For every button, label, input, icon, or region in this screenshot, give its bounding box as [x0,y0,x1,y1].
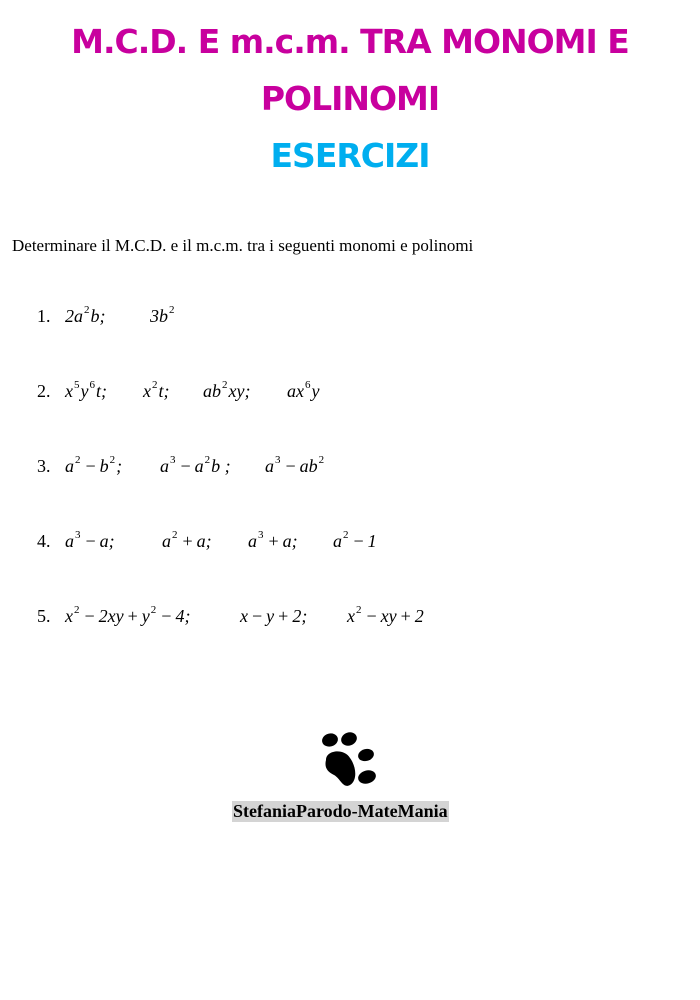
operator: − [366,606,377,626]
exercise-number: 2. [37,381,51,401]
expression-part: x [65,381,73,401]
exponent: 2 [356,604,362,616]
expression-part: 4; [175,606,191,626]
expression-part: a [265,456,274,476]
operator: − [85,456,96,476]
operator: + [400,606,411,626]
operator: − [85,531,96,551]
expression [160,456,231,477]
expression-part: a; [196,531,212,551]
exponent: 2 [109,454,116,466]
exponent: 2 [172,529,178,541]
expression-part: ab [203,381,221,401]
exercise-item [0,456,700,486]
expression [265,456,325,477]
title-line-1: M.C.D. E m.c.m. TRA MONOMI E [71,22,629,61]
exercise-item [0,531,700,561]
expression-part: ab [299,456,318,476]
expression-part: a [194,456,204,476]
expression-part: a [248,531,257,551]
expression [162,531,212,552]
exponent: 2 [169,304,175,316]
exponent: 2 [75,454,81,466]
exponent: 5 [74,379,80,391]
expression-part: 1 [367,531,377,551]
expression [65,306,106,327]
expression [65,606,190,627]
operator: + [127,606,138,626]
expression-part: b; [90,306,106,326]
expression-part: 2; [292,606,308,626]
expression-part: xy [380,606,397,626]
exponent: 6 [305,379,311,391]
expression-part: 2 [414,606,424,626]
expression-part: x [143,381,151,401]
expression [347,606,424,627]
expression [287,381,320,402]
exercise-item [0,306,700,336]
expression-part: a [160,456,169,476]
operator: − [161,606,172,626]
exponent: 3 [275,454,281,466]
operator: + [278,606,289,626]
expression-part: 3b [150,306,168,326]
instructions: Determinare il M.C.D. e il m.c.m. tra i seguenti monomi e polinomi [12,236,474,255]
operator: + [182,531,193,551]
operator: − [252,606,263,626]
expression-part: 2a [65,306,83,326]
expression-part: t; [158,381,170,401]
expression-part: x [65,606,73,626]
expression [143,381,170,402]
expression [240,606,307,627]
author-credit: StefaniaParodo-MateMania [233,801,448,821]
exponent: 2 [150,604,157,616]
expression-part: b [99,456,109,476]
expression [248,531,298,552]
expression-part: x [240,606,248,626]
exercise-number: 3. [37,456,51,476]
expression-part: xy; [228,381,251,401]
exponent: 2 [84,304,90,316]
expression-part: t; [96,381,107,401]
expression-part: y [80,381,89,401]
expression-part: x [347,606,355,626]
expression-part: a [162,531,171,551]
exercise-number: 5. [37,606,51,626]
expression [65,456,122,477]
operator: − [180,456,191,476]
exponent: 2 [222,379,228,391]
expression-part: a; [282,531,298,551]
exponent: 2 [152,379,158,391]
expression-part: 2xy [98,606,124,626]
operator: + [268,531,279,551]
exponent: 6 [89,379,95,391]
exponent: 3 [75,529,81,541]
expression [65,381,107,402]
exercise-item [0,381,700,411]
expression [65,531,115,552]
expression-part: a [333,531,342,551]
expression-part: a [65,456,74,476]
exponent: 2 [343,529,349,541]
exponent: 2 [318,454,325,466]
exponent: 3 [258,529,264,541]
exercise-number: 1. [37,306,51,326]
operator: − [84,606,95,626]
expression-part: b ; [211,456,231,476]
subtitle: ESERCIZI [270,136,430,175]
exercise-item [0,606,700,636]
expression [203,381,250,402]
expression-part: y [266,606,275,626]
expression-part: ax [287,381,304,401]
expression [333,531,377,552]
expression [150,306,176,327]
exponent: 3 [170,454,176,466]
exercise-number: 4. [37,531,51,551]
title-line-2: POLINOMI [260,79,440,118]
exponent: 2 [74,604,80,616]
operator: − [285,456,296,476]
expression-part: y [311,381,320,401]
expression-part: a [65,531,74,551]
expression-part: y [141,606,150,626]
paw-print-icon [318,730,380,792]
operator: − [353,531,364,551]
exponent: 2 [204,454,211,466]
expression-part: ; [116,456,123,476]
expression-part: a; [99,531,115,551]
